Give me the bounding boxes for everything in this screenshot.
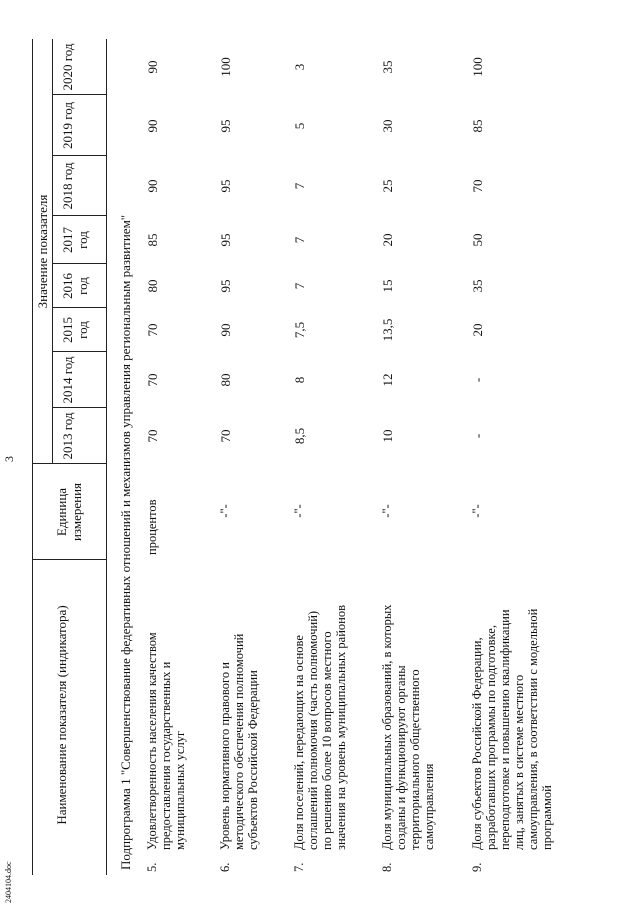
value-cell-2020: 35: [380, 60, 395, 74]
value-cell-2017: 95: [218, 233, 233, 247]
header-year-2019: 2019 год: [60, 102, 75, 149]
value-cell-2018: 7: [292, 182, 307, 190]
unit-cell: -"-: [470, 504, 484, 518]
document-footer: 2404104.doc: [4, 861, 13, 903]
indicator-name-line: самоуправления: [422, 763, 436, 850]
value-cell-2015: 20: [470, 323, 485, 337]
header-year-2017: 2017 год: [60, 227, 90, 253]
divider-year-1: [52, 407, 106, 408]
row-number: 6.: [218, 862, 232, 872]
value-cell-2016: 80: [145, 279, 160, 293]
value-cell-2019: 95: [218, 119, 233, 133]
indicator-name: [145, 550, 187, 850]
value-cell-2019: 90: [145, 119, 160, 133]
value-cell-2014: 8: [292, 376, 307, 384]
divider-year-2: [52, 351, 106, 352]
indicator-name-line: переподготовке и повышению квалификации: [498, 609, 512, 850]
value-cell-2020: 100: [470, 57, 485, 77]
value-cell-2014: 80: [218, 373, 233, 387]
subprogram-title: Подпрограмма 1 "Совершенствование федеративных отношений и механизмов управления региональным развитием": [118, 214, 133, 870]
divider-year-7: [52, 94, 106, 95]
value-cell-2018: 70: [470, 179, 485, 193]
indicator-name-line: субъектов Российской Федерации: [246, 670, 260, 850]
value-cell-2019: 85: [470, 119, 485, 133]
indicator-name-line: методического обеспечения полномочий: [232, 633, 246, 850]
header-value-group: Значение показателя: [35, 194, 50, 309]
header-bottom-border: [106, 39, 107, 875]
indicator-name-line: разработавших программы по подготовке,: [484, 625, 498, 850]
value-cell-2016: 95: [218, 279, 233, 293]
value-cell-2013: 8,5: [292, 427, 307, 445]
divider-year-4: [52, 263, 106, 264]
value-cell-2016: 7: [292, 282, 307, 290]
divider-name-unit: [32, 559, 106, 560]
unit-cell: -"-: [380, 504, 394, 518]
indicator-name-line: Удовлетворенность населения качеством: [145, 632, 159, 850]
value-cell-2014: 12: [380, 373, 395, 387]
header-year-2018: 2018 год: [60, 162, 75, 210]
value-cell-2013: 70: [145, 429, 160, 443]
divider-year-3: [52, 307, 106, 308]
unit-cell: -"-: [292, 504, 306, 518]
header-year-2014: 2014 год: [60, 356, 75, 404]
indicator-name: [470, 550, 554, 850]
header-year-2015: 2015 год: [60, 317, 90, 343]
value-cell-2016: 35: [470, 279, 485, 293]
value-cell-2015: 70: [145, 323, 160, 337]
indicator-name-line: по решению более 10 вопросов местного: [320, 631, 334, 850]
row-number: 8.: [380, 862, 394, 872]
indicator-name-line: лиц, занятых в системе местного: [512, 674, 526, 850]
header-year-2020: 2020 год: [60, 43, 75, 91]
value-cell-2013: 70: [218, 429, 233, 443]
indicator-name-line: Уровень нормативного правового и: [218, 662, 232, 850]
value-cell-2018: 25: [380, 179, 395, 193]
indicator-name-line: значения на уровень муниципальных районов: [334, 604, 348, 850]
value-cell-2015: 7,5: [292, 321, 307, 339]
unit-cell: -"-: [218, 504, 232, 518]
value-cell-2020: 90: [145, 60, 160, 74]
row-number: 7.: [292, 862, 306, 872]
indicator-name: [292, 550, 348, 850]
value-cell-2020: 100: [218, 57, 233, 77]
indicator-name: [218, 550, 260, 850]
value-cell-2020: 3: [292, 63, 307, 71]
value-cell-2013: -: [470, 433, 485, 439]
value-cell-2014: -: [470, 377, 485, 383]
row-number: 9.: [470, 862, 484, 872]
header-name-column: Наименование показателя (индикатора): [54, 605, 69, 825]
value-cell-2017: 85: [145, 233, 160, 247]
divider-year-5: [52, 215, 106, 216]
indicator-name-line: территориального общественного: [408, 669, 422, 850]
indicator-name-line: самоуправления, в соответствии с модельной: [526, 608, 540, 850]
header-year-2016: 2016 год: [60, 273, 90, 299]
value-cell-2019: 30: [380, 119, 395, 133]
indicator-name-line: Доля поселений, передающих на основе: [292, 635, 306, 850]
divider-year-6: [52, 155, 106, 156]
value-cell-2017: 7: [292, 236, 307, 244]
page-number: 3: [2, 456, 16, 462]
indicator-name-line: Доля муниципальных образований, в которых: [380, 604, 394, 850]
header-year-2013: 2013 год: [60, 412, 75, 460]
unit-cell: процентов: [145, 499, 159, 555]
value-cell-2014: 70: [145, 373, 160, 387]
value-cell-2018: 90: [145, 179, 160, 193]
value-cell-2018: 95: [218, 179, 233, 193]
indicator-name-line: Доля субъектов Российской Федерации,: [470, 637, 484, 850]
value-cell-2017: 20: [380, 233, 395, 247]
value-cell-2016: 15: [380, 279, 395, 293]
indicator-name-line: муниципальных услуг: [173, 730, 187, 850]
value-group-underline: [52, 39, 53, 464]
indicator-name-line: соглашений полномочия (часть полномочий): [306, 610, 320, 850]
indicator-name-line: предоставления государственных и: [159, 661, 173, 850]
value-cell-2015: 90: [218, 323, 233, 337]
indicator-name: [380, 550, 436, 850]
value-cell-2013: 10: [380, 429, 395, 443]
value-cell-2019: 5: [292, 122, 307, 130]
header-unit-column: Единица измерения: [54, 482, 84, 542]
table-top-border: [32, 39, 33, 875]
indicator-name-line: созданы и функционируют органы: [394, 665, 408, 850]
row-number: 5.: [145, 862, 159, 872]
value-cell-2017: 50: [470, 233, 485, 247]
value-cell-2015: 13,5: [380, 318, 395, 342]
indicator-name-line: программой: [540, 785, 554, 850]
